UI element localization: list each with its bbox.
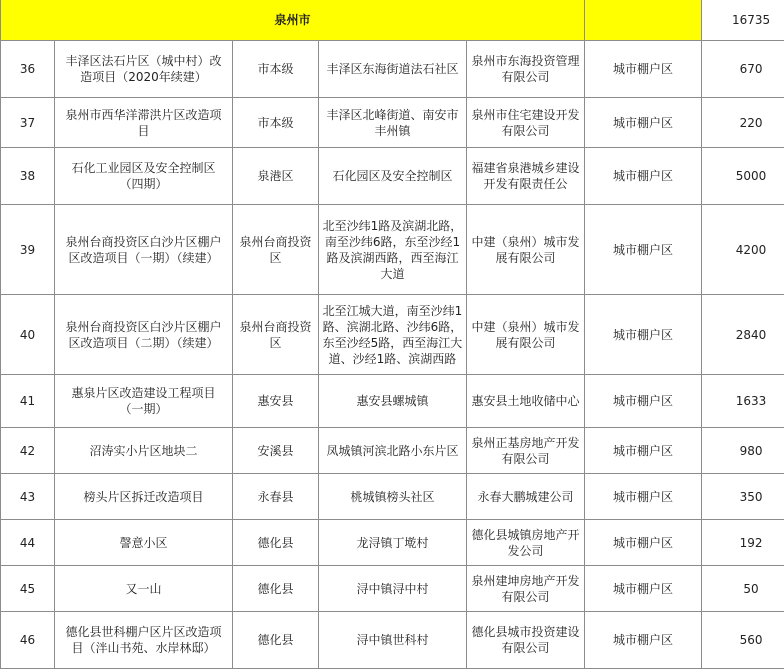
row-number-cell: 43 bbox=[1, 474, 55, 520]
region-cell: 德化县 bbox=[233, 566, 319, 612]
unit-count-cell: 220 bbox=[702, 98, 784, 148]
row-number-cell: 40 bbox=[1, 295, 55, 375]
row-number-cell: 42 bbox=[1, 428, 55, 474]
owner-cell: 泉州市住宅建设开发有限公司 bbox=[467, 98, 585, 148]
row-number-cell: 36 bbox=[1, 41, 55, 98]
owner-cell: 惠安县土地收储中心 bbox=[467, 375, 585, 428]
project-name-cell: 泉州台商投资区白沙片区棚户区改造项目（一期）（续建） bbox=[55, 205, 233, 295]
owner-cell: 泉州市东海投资管理有限公司 bbox=[467, 41, 585, 98]
project-type-cell: 城市棚户区 bbox=[585, 520, 702, 566]
row-number-cell: 45 bbox=[1, 566, 55, 612]
project-type-cell: 城市棚户区 bbox=[585, 148, 702, 205]
header-empty-cell bbox=[585, 0, 702, 41]
region-cell: 市本级 bbox=[233, 98, 319, 148]
project-name-cell: 沼涛实小片区地块二 bbox=[55, 428, 233, 474]
project-name-cell: 泉州市西华洋滞洪片区改造项目 bbox=[55, 98, 233, 148]
unit-count-cell: 4200 bbox=[702, 205, 784, 295]
city-total: 16735 bbox=[702, 0, 784, 41]
unit-count-cell: 192 bbox=[702, 520, 784, 566]
project-name-cell: 又一山 bbox=[55, 566, 233, 612]
project-type-cell: 城市棚户区 bbox=[585, 375, 702, 428]
row-number-cell: 41 bbox=[1, 375, 55, 428]
location-cell: 浔中镇世科村 bbox=[319, 612, 467, 669]
table-row bbox=[1, 98, 784, 148]
location-cell: 丰泽区北峰街道、南安市丰州镇 bbox=[319, 98, 467, 148]
owner-cell: 泉州正基房地产开发有限公司 bbox=[467, 428, 585, 474]
owner-cell: 德化县城镇房地产开发公司 bbox=[467, 520, 585, 566]
table-row bbox=[1, 148, 784, 205]
table-row bbox=[1, 566, 784, 612]
unit-count-cell: 560 bbox=[702, 612, 784, 669]
location-cell: 浔中镇浔中村 bbox=[319, 566, 467, 612]
owner-cell: 中建（泉州）城市发展有限公司 bbox=[467, 205, 585, 295]
unit-count-cell: 670 bbox=[702, 41, 784, 98]
project-type-cell: 城市棚户区 bbox=[585, 428, 702, 474]
unit-count-cell: 5000 bbox=[702, 148, 784, 205]
owner-cell: 永春大鹏城建公司 bbox=[467, 474, 585, 520]
project-type-cell: 城市棚户区 bbox=[585, 41, 702, 98]
location-cell: 桃城镇榜头社区 bbox=[319, 474, 467, 520]
region-cell: 德化县 bbox=[233, 612, 319, 669]
project-name-cell: 石化工业园区及安全控制区（四期） bbox=[55, 148, 233, 205]
region-cell: 德化县 bbox=[233, 520, 319, 566]
owner-cell: 福建省泉港城乡建设开发有限责任公 bbox=[467, 148, 585, 205]
row-number-cell: 37 bbox=[1, 98, 55, 148]
owner-cell: 泉州建坤房地产开发有限公司 bbox=[467, 566, 585, 612]
location-cell: 惠安县螺城镇 bbox=[319, 375, 467, 428]
city-header-row bbox=[1, 0, 784, 41]
project-type-cell: 城市棚户区 bbox=[585, 612, 702, 669]
table-row bbox=[1, 428, 784, 474]
location-cell: 丰泽区东海街道法石社区 bbox=[319, 41, 467, 98]
unit-count-cell: 1633 bbox=[702, 375, 784, 428]
unit-count-cell: 350 bbox=[702, 474, 784, 520]
table-row bbox=[1, 41, 784, 98]
location-cell: 北至沙纬1路及滨湖北路，南至沙纬6路，东至沙经1路及滨湖西路，西至海江大道 bbox=[319, 205, 467, 295]
project-type-cell: 城市棚户区 bbox=[585, 474, 702, 520]
project-type-cell: 城市棚户区 bbox=[585, 566, 702, 612]
region-cell: 永春县 bbox=[233, 474, 319, 520]
table-row bbox=[1, 205, 784, 295]
unit-count-cell: 980 bbox=[702, 428, 784, 474]
project-name-cell: 榜头片区拆迁改造项目 bbox=[55, 474, 233, 520]
region-cell: 安溪县 bbox=[233, 428, 319, 474]
location-cell: 石化园区及安全控制区 bbox=[319, 148, 467, 205]
owner-cell: 德化县城市投资建设有限公司 bbox=[467, 612, 585, 669]
table-row bbox=[1, 520, 784, 566]
project-name-cell: 泉州台商投资区白沙片区棚户区改造项目（二期）（续建） bbox=[55, 295, 233, 375]
project-type-cell: 城市棚户区 bbox=[585, 98, 702, 148]
table-row bbox=[1, 612, 784, 669]
project-type-cell: 城市棚户区 bbox=[585, 295, 702, 375]
row-number-cell: 38 bbox=[1, 148, 55, 205]
table-row bbox=[1, 474, 784, 520]
region-cell: 泉州台商投资区 bbox=[233, 295, 319, 375]
location-cell: 北至江城大道，南至沙纬1路、滨湖北路、沙纬6路，东至沙经5路，西至海江大道、沙经1路、滨湖西路 bbox=[319, 295, 467, 375]
row-number-cell: 44 bbox=[1, 520, 55, 566]
project-name-cell: 丰泽区法石片区（城中村）改造项目（2020年续建） bbox=[55, 41, 233, 98]
location-cell: 凤城镇河滨北路小东片区 bbox=[319, 428, 467, 474]
region-cell: 市本级 bbox=[233, 41, 319, 98]
project-name-cell: 謦意小区 bbox=[55, 520, 233, 566]
region-cell: 泉港区 bbox=[233, 148, 319, 205]
location-cell: 龙浔镇丁墘村 bbox=[319, 520, 467, 566]
region-cell: 惠安县 bbox=[233, 375, 319, 428]
row-number-cell: 46 bbox=[1, 612, 55, 669]
project-name-cell: 惠泉片区改造建设工程项目（一期） bbox=[55, 375, 233, 428]
unit-count-cell: 2840 bbox=[702, 295, 784, 375]
project-type-cell: 城市棚户区 bbox=[585, 205, 702, 295]
owner-cell: 中建（泉州）城市发展有限公司 bbox=[467, 295, 585, 375]
project-name-cell: 德化县世科棚户区片区改造项目（泮山书苑、水岸林邸） bbox=[55, 612, 233, 669]
city-name: 泉州市 bbox=[1, 0, 585, 41]
region-cell: 泉州台商投资区 bbox=[233, 205, 319, 295]
row-number-cell: 39 bbox=[1, 205, 55, 295]
table-row bbox=[1, 295, 784, 375]
unit-count-cell: 50 bbox=[702, 566, 784, 612]
table-row bbox=[1, 375, 784, 428]
